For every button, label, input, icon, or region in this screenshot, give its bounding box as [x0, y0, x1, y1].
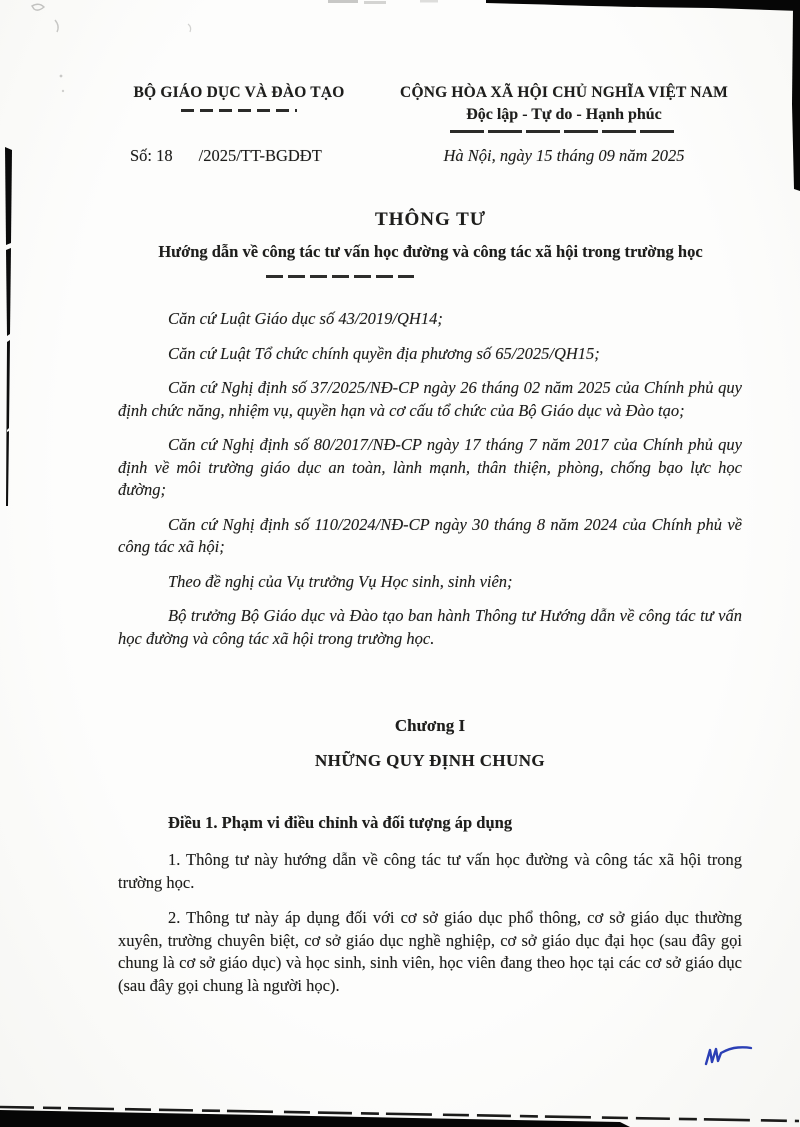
document-number-code: /2025/TT-BGDĐT [198, 146, 322, 165]
scan-edge-right [792, 9, 800, 191]
recital: Căn cứ Nghị định số 110/2024/NĐ-CP ngày 30 tháng 8 năm 2024 của Chính phủ về công tác xã hội; [118, 514, 742, 556]
national-heading-block [385, 84, 743, 133]
number-date-row [118, 146, 743, 166]
scan-edge-left [6, 248, 11, 336]
document-header [118, 84, 743, 133]
pencil-mark [55, 20, 58, 32]
article-1-heading: Điều 1. Phạm vi điều chỉnh và đối tượng áp dụng [168, 813, 513, 832]
scan-edge-top-grey [364, 1, 386, 4]
scan-edge-top-grey [328, 0, 358, 3]
document-number [118, 146, 360, 166]
signature-initial-mark [706, 1047, 751, 1064]
document-type-title: THÔNG TƯ [375, 209, 486, 230]
subject-underline-rule [266, 275, 414, 278]
scan-edge-left [6, 340, 10, 506]
recital: Căn cứ Luật Giáo dục số 43/2019/QH14; [168, 309, 443, 328]
chapter-name: NHỮNG QUY ĐỊNH CHUNG [314, 751, 546, 770]
recital: Căn cứ Nghị định số 37/2025/NĐ-CP ngày 26 tháng 02 năm 2025 của Chính phủ quy định chức năng, nhiệm vụ, quyền hạn và cơ cấu tổ chức của Bộ Giáo dục và Đào tạo; [118, 378, 742, 420]
scan-edge-bottom-wedge [0, 1110, 630, 1127]
org-underline-rule [181, 109, 297, 112]
chapter-heading [118, 716, 742, 771]
pencil-dot [60, 75, 63, 78]
recital: Căn cứ Nghị định số 80/2017/NĐ-CP ngày 17 tháng 7 năm 2017 của Chính phủ quy định về môi trường giáo dục an toàn, lành mạnh, thân thiện, phòng, chống bạo lực học đường; [118, 435, 742, 499]
scan-edge-bottom-line [0, 1107, 799, 1121]
motto-underline-rule [450, 130, 678, 133]
national-motto: Độc lập - Tự do - Hạnh phúc [466, 106, 662, 123]
title-block [118, 209, 743, 262]
document-subject: Hướng dẫn về công tác tư vấn học đường và công tác xã hội trong trường học [158, 242, 703, 261]
preamble [118, 308, 742, 662]
document-number-label: Số: 18 [130, 146, 173, 165]
scan-edge-top-grey [420, 0, 438, 3]
chapter-number: Chương I [394, 716, 466, 735]
scan-edge-top-black [486, 0, 800, 11]
scan-edge-left [5, 147, 12, 245]
pencil-mark [32, 4, 44, 10]
issuing-org-name: BỘ GIÁO DỤC VÀ ĐÀO TẠO [133, 84, 345, 101]
clause-2: 2. Thông tư này áp dụng đối với cơ sở giáo dục phổ thông, cơ sở giáo dục thường xuyên, trường chuyên biệt, cơ sở giáo dục nghề nghiệp, cơ sở giáo dục đại học (sau đây gọi chung là cơ sở giáo dục) và học sinh, sinh viên, học viên đang theo học tại các cơ sở giáo dục (sau đây gọi chung là người học). [118, 908, 742, 995]
pencil-mark [188, 24, 191, 32]
place-and-date: Hà Nội, ngày 15 tháng 09 năm 2025 [443, 146, 685, 165]
issuing-org-block [118, 84, 360, 133]
article-1-clauses [118, 849, 742, 1010]
clause-1: 1. Thông tư này hướng dẫn về công tác tư vấn học đường và công tác xã hội trong trường học. [118, 850, 742, 892]
recital: Bộ trưởng Bộ Giáo dục và Đào tạo ban hành Thông tư Hướng dẫn về công tác tư vấn học đường và công tác xã hội trong trường học. [118, 606, 742, 648]
recital: Căn cứ Luật Tổ chức chính quyền địa phương số 65/2025/QH15; [168, 343, 600, 363]
recital: Theo đề nghị của Vụ trưởng Vụ Học sinh, sinh viên; [168, 571, 513, 591]
pencil-dot [62, 90, 64, 92]
national-title: CỘNG HÒA XÃ HỘI CHỦ NGHĨA VIỆT NAM [400, 84, 728, 101]
